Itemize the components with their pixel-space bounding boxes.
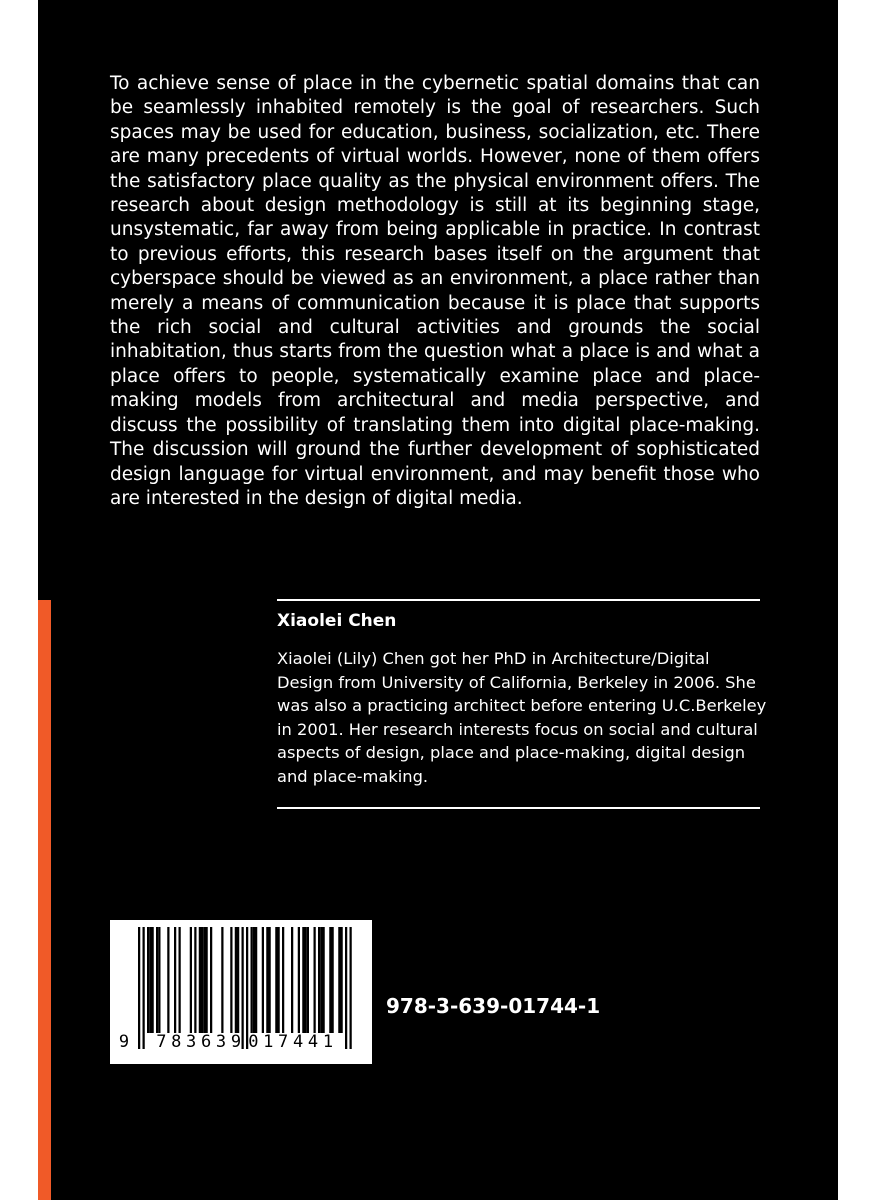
author-bio: Xiaolei (Lily) Chen got her PhD in Architecture/Digital Design from University of California, Berkeley in 2006. She was also a practicing architect before entering U.C.Berkeley in 2001. Her research interests focus on social and cultural aspects of design, place and place-making, digital design and place-making. (277, 649, 767, 786)
barcode-bar (323, 927, 325, 1033)
barcode-left-digits: 783639 (156, 1032, 246, 1052)
barcode-bar (251, 927, 253, 1033)
accent-strip (38, 600, 51, 1200)
barcode-bar (235, 927, 237, 1033)
barcode-bar (143, 927, 145, 1049)
barcode-bar (221, 927, 223, 1033)
barcode-bar (278, 927, 280, 1033)
book-blurb: To achieve sense of place in the cybernetic spatial domains that can be seamlessly inhabited remotely is the goal of researchers. Such spaces may be used for education, business, socialization, etc. There are many precedents of virtual worlds. However, none of them offers the satisfactory place quality as the physical environment offers. The research about design methodology is still at its beginning stage, unsystematic, far away from being applicable in practice. In contrast to previous efforts, this research bases itself on the argument that cyberspace should be viewed as an environment, a place rather than merely a means of communication because it is place that supports the rich social and cultural activities and grounds the social inhabitation, thus starts from the question what a place is and what a place offers to people, systematically examine place and place-making models from architectural and media perspective, and discuss the possibility of translating them into digital place-making. The discussion will ground the further development of sophisticated design language for virtual environment, and may benefit those who are interested in the design of digital media. (110, 73, 760, 509)
barcode-bar (203, 927, 205, 1033)
barcode-bar (194, 927, 196, 1033)
barcode-bar (266, 927, 268, 1033)
barcode-bar (350, 927, 352, 1049)
isbn-number: 978-3-639-01744-1 (386, 994, 601, 1018)
barcode-bar (314, 927, 316, 1033)
barcode-bar (167, 927, 169, 1033)
author-name: Xiaolei Chen (277, 611, 397, 631)
barcode-bar (307, 927, 309, 1033)
barcode-bar (269, 927, 271, 1033)
barcode-bar (318, 927, 320, 1033)
author-divider-bottom (277, 807, 760, 809)
barcode-first-digit: 9 (118, 1032, 130, 1052)
barcode (110, 920, 372, 1064)
author-divider-top (277, 599, 760, 601)
barcode-bar (332, 927, 334, 1033)
barcode-bar (255, 927, 257, 1033)
barcode-bar (158, 927, 160, 1033)
barcode-bar (152, 927, 154, 1033)
barcode-bar (138, 927, 140, 1049)
barcode-bar (338, 927, 340, 1033)
barcode-bar (210, 927, 212, 1033)
barcode-bar (201, 927, 203, 1033)
barcode-bar (230, 927, 232, 1033)
barcode-bar (179, 927, 181, 1033)
barcode-bar (298, 927, 300, 1033)
barcode-bar (246, 927, 248, 1049)
barcode-bar (253, 927, 255, 1033)
barcode-bar (305, 927, 307, 1033)
barcode-bar (320, 927, 322, 1033)
barcode-bars (138, 927, 352, 1049)
barcode-bar (147, 927, 149, 1033)
barcode-bar (156, 927, 158, 1033)
barcode-bar (206, 927, 208, 1033)
barcode-right-digits: 017441 (248, 1032, 338, 1052)
barcode-bar (174, 927, 176, 1033)
barcode-bar (302, 927, 304, 1033)
barcode-bar (341, 927, 343, 1033)
barcode-bar (345, 927, 347, 1049)
barcode-bar (282, 927, 284, 1033)
barcode-bar (275, 927, 277, 1033)
barcode-bar (242, 927, 244, 1049)
back-cover (38, 0, 838, 1200)
barcode-bar (329, 927, 331, 1033)
barcode-bar (291, 927, 293, 1033)
barcode-bar (199, 927, 201, 1033)
barcode-bar (237, 927, 239, 1033)
barcode-bar (262, 927, 264, 1033)
barcode-bar (149, 927, 151, 1033)
barcode-bar (190, 927, 192, 1033)
barcode-graphic (110, 920, 372, 1064)
